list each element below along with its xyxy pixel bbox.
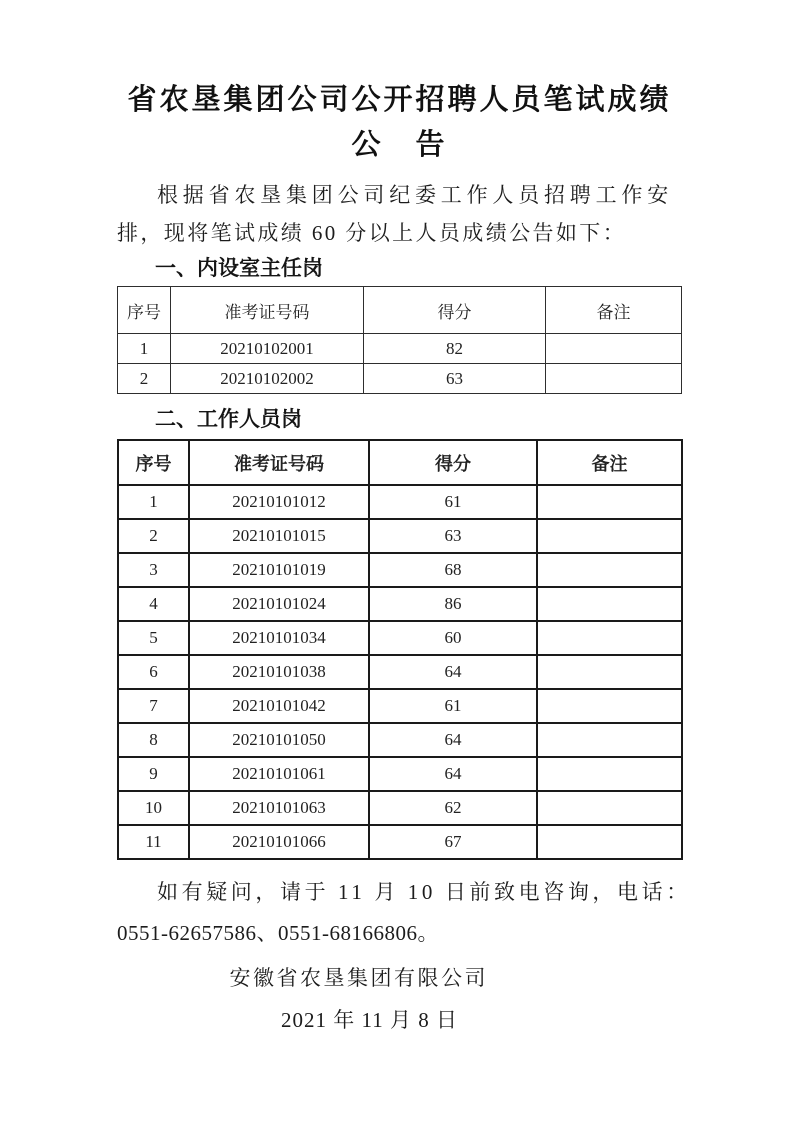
- document-title: [117, 78, 682, 168]
- table-cell: 2: [118, 364, 171, 394]
- title-line-1: 省农垦集团公司公开招聘人员笔试成绩: [127, 84, 672, 116]
- table-cell: 1: [118, 485, 189, 519]
- column-header: 得分: [364, 287, 546, 334]
- table-cell: 82: [364, 334, 546, 364]
- table-cell: 20210101012: [189, 485, 369, 519]
- table-cell: [537, 723, 682, 757]
- table-cell: 20210101063: [189, 791, 369, 825]
- table-cell: 8: [118, 723, 189, 757]
- table-cell: 61: [369, 689, 537, 723]
- column-header: 序号: [118, 440, 189, 485]
- table-cell: 20210101024: [189, 587, 369, 621]
- table-cell: [537, 655, 682, 689]
- table-cell: 9: [118, 757, 189, 791]
- closing-line-2: 0551-62657586、0551-68166806。: [117, 921, 439, 945]
- table-row: [118, 587, 682, 621]
- table-row: [118, 791, 682, 825]
- table-cell: 6: [118, 655, 189, 689]
- table-cell: 20210101066: [189, 825, 369, 859]
- table-row: [118, 655, 682, 689]
- table-cell: [537, 689, 682, 723]
- table-cell: [546, 364, 682, 394]
- table-cell: 20210101034: [189, 621, 369, 655]
- table-cell: 20210101015: [189, 519, 369, 553]
- table-body: [118, 334, 682, 394]
- column-header: 备注: [537, 440, 682, 485]
- table-cell: 11: [118, 825, 189, 859]
- closing-line-1: 如有疑问，请于 11 月 10 日前致电咨询，电话：: [157, 880, 691, 904]
- table-cell: 64: [369, 723, 537, 757]
- intro-line-1: 根据省农垦集团公司纪委工作人员招聘工作安: [157, 183, 673, 207]
- table-cell: 2: [118, 519, 189, 553]
- table-row: [118, 364, 682, 394]
- table-cell: 1: [118, 334, 171, 364]
- table-cell: 63: [369, 519, 537, 553]
- column-header: 备注: [546, 287, 682, 334]
- table-cell: 10: [118, 791, 189, 825]
- table-cell: [537, 757, 682, 791]
- table-cell: 20210101061: [189, 757, 369, 791]
- column-header: 得分: [369, 440, 537, 485]
- table-row: [118, 621, 682, 655]
- column-header: 准考证号码: [189, 440, 369, 485]
- table-header: [118, 440, 682, 485]
- table-cell: 20210101038: [189, 655, 369, 689]
- table-cell: 7: [118, 689, 189, 723]
- table-cell: 20210101019: [189, 553, 369, 587]
- table-cell: [537, 825, 682, 859]
- table-cell: 61: [369, 485, 537, 519]
- table-cell: 20210101050: [189, 723, 369, 757]
- table-cell: 20210101042: [189, 689, 369, 723]
- table-row: [118, 723, 682, 757]
- table-row: [118, 757, 682, 791]
- section-heading-internal-office-director: 一、内设室主任岗: [155, 257, 323, 280]
- table-cell: 63: [364, 364, 546, 394]
- intro-paragraph: [117, 176, 682, 252]
- table-row: [118, 553, 682, 587]
- table-cell: 68: [369, 553, 537, 587]
- table-cell: 20210102002: [171, 364, 364, 394]
- signature-date: 2021 年 11 月 8 日: [281, 1008, 458, 1032]
- internal-office-director-score-table: [117, 286, 682, 394]
- table-cell: 3: [118, 553, 189, 587]
- table-row: [118, 689, 682, 723]
- table-row: [118, 825, 682, 859]
- table-cell: [537, 791, 682, 825]
- table-cell: [537, 485, 682, 519]
- table-cell: 62: [369, 791, 537, 825]
- table-row: [118, 334, 682, 364]
- column-header: 序号: [118, 287, 171, 334]
- table-header-row: [118, 287, 682, 334]
- table-header-row: [118, 440, 682, 485]
- table-cell: 4: [118, 587, 189, 621]
- table-row: [118, 519, 682, 553]
- table-cell: [537, 621, 682, 655]
- staff-position-score-table: [117, 439, 683, 860]
- table-cell: 64: [369, 655, 537, 689]
- table-cell: [537, 553, 682, 587]
- table-row: [118, 485, 682, 519]
- section-heading-staff-position: 二、工作人员岗: [155, 408, 302, 431]
- table-body: [118, 485, 682, 859]
- closing-paragraph: [117, 872, 691, 954]
- table-cell: 5: [118, 621, 189, 655]
- table-cell: 20210102001: [171, 334, 364, 364]
- table-cell: [537, 519, 682, 553]
- table-header: [118, 287, 682, 334]
- table-cell: [537, 587, 682, 621]
- intro-line-2: 排，现将笔试成绩 60 分以上人员成绩公告如下：: [117, 221, 627, 245]
- signature-company: 安徽省农垦集团有限公司: [229, 966, 488, 990]
- table-cell: 64: [369, 757, 537, 791]
- table-cell: 86: [369, 587, 537, 621]
- table-cell: 60: [369, 621, 537, 655]
- title-line-2: 公 告: [351, 129, 448, 161]
- column-header: 准考证号码: [171, 287, 364, 334]
- table-cell: [546, 334, 682, 364]
- table-cell: 67: [369, 825, 537, 859]
